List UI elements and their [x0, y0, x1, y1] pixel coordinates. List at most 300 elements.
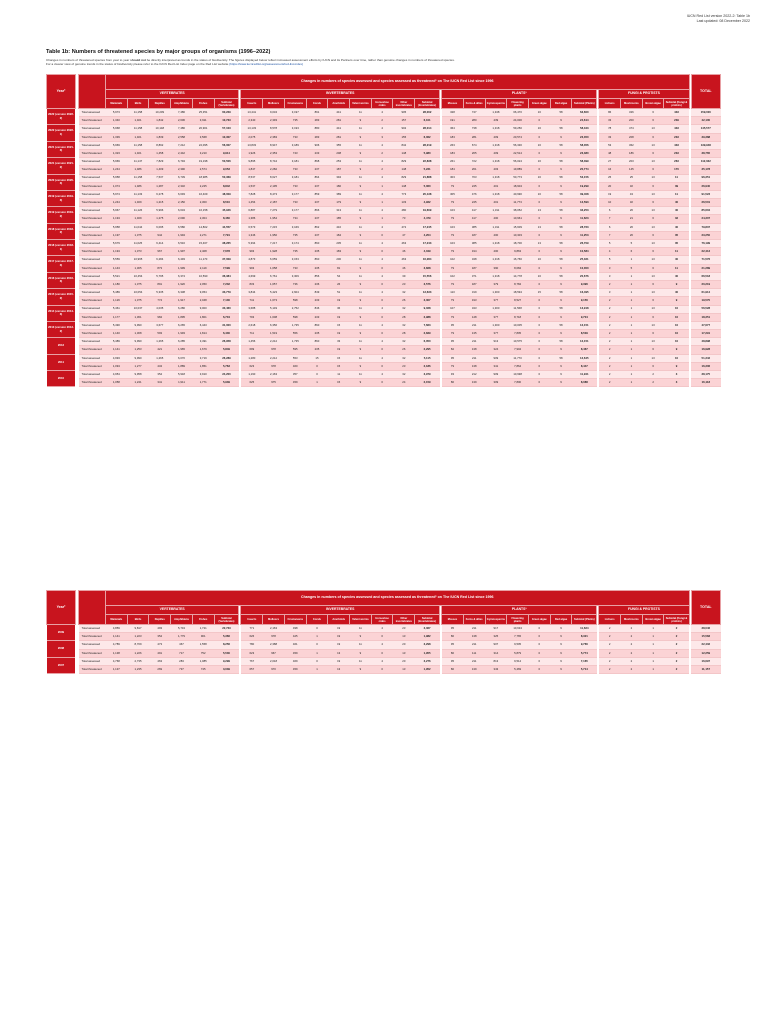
- value-cell: 379: [485, 280, 507, 288]
- subtotal-cell: 9,914: [214, 149, 239, 157]
- value-cell: 3,210: [192, 149, 214, 157]
- value-cell: 4,035: [149, 305, 171, 313]
- value-cell: 0: [528, 313, 550, 321]
- value-cell: 11,147: [127, 158, 149, 166]
- subtotal-cell: 433: [664, 109, 689, 117]
- table-row: [47, 346, 721, 354]
- value-cell: 3,153: [284, 256, 306, 264]
- group-header-vertebrates: VERTEBRATES: [105, 606, 238, 615]
- value-cell: 829: [393, 174, 415, 182]
- value-cell: 13: [642, 256, 664, 264]
- value-cell: 73: [393, 215, 415, 223]
- value-cell: 11: [350, 641, 372, 649]
- value-cell: 20: [599, 182, 621, 190]
- value-cell: 4: [371, 321, 393, 329]
- row-label: Total assessed: [79, 657, 106, 665]
- value-cell: 1,318: [485, 190, 507, 198]
- value-cell: 1: [621, 338, 643, 346]
- group-header-fungi-protists: FUNGI & PROTISTS: [599, 90, 689, 99]
- value-cell: 2: [371, 117, 393, 125]
- value-cell: 11: [350, 354, 372, 362]
- value-cell: 1: [306, 665, 328, 673]
- year-cell: 2013 (version 2013-2): [47, 321, 76, 337]
- value-cell: 265: [463, 149, 485, 157]
- value-cell: 1,928: [263, 248, 285, 256]
- value-cell: 598: [284, 313, 306, 321]
- table-row: [47, 166, 721, 174]
- value-cell: 6,356: [263, 321, 285, 329]
- subtotal-cell: 10,584: [572, 248, 597, 256]
- total-cell: 26,940: [691, 182, 720, 190]
- value-cell: 3,181: [284, 174, 306, 182]
- column-header-arachnids: Arachnids: [328, 99, 350, 109]
- value-cell: 1,265: [149, 354, 171, 362]
- value-cell: 235: [306, 264, 328, 272]
- value-cell: 9: [350, 215, 372, 223]
- value-cell: 95: [442, 657, 464, 665]
- value-cell: 978: [263, 362, 285, 370]
- value-cell: 733: [284, 182, 306, 190]
- value-cell: 82: [442, 346, 464, 354]
- value-cell: 5: [621, 264, 643, 272]
- value-cell: 6,443: [192, 321, 214, 329]
- total-cell: 91,523: [691, 190, 720, 198]
- value-cell: 8,527: [507, 297, 529, 305]
- value-cell: 593: [149, 330, 171, 338]
- year-cell: 2011: [47, 354, 76, 370]
- value-cell: 377: [485, 330, 507, 338]
- value-cell: 6,338: [171, 289, 193, 297]
- value-cell: 103: [442, 207, 464, 215]
- value-cell: 6: [642, 109, 664, 117]
- value-cell: 208: [621, 133, 643, 141]
- value-cell: 33: [328, 338, 350, 346]
- value-cell: 81: [328, 264, 350, 272]
- value-cell: 9: [350, 633, 372, 641]
- value-cell: 3,688: [241, 305, 263, 313]
- row-label: Total threatened: [79, 280, 106, 288]
- table-row: [47, 240, 721, 248]
- value-cell: 2: [621, 633, 643, 641]
- subtotal-cell: 2: [664, 657, 689, 665]
- subtotal-cell: 24,200: [214, 371, 239, 379]
- value-cell: 472: [393, 223, 415, 231]
- value-cell: 856: [306, 272, 328, 280]
- value-cell: 79: [442, 297, 464, 305]
- row-label: Total assessed: [79, 190, 106, 198]
- value-cell: 0: [528, 657, 550, 665]
- value-cell: 187: [463, 264, 485, 272]
- value-cell: 3,568: [192, 133, 214, 141]
- value-cell: 0: [528, 231, 550, 239]
- value-cell: 1: [621, 362, 643, 370]
- value-cell: 377: [485, 297, 507, 305]
- value-cell: 2: [599, 297, 621, 305]
- value-cell: 6: [642, 330, 664, 338]
- value-cell: 13: [642, 354, 664, 362]
- value-cell: 993: [241, 248, 263, 256]
- value-cell: 0: [371, 280, 393, 288]
- value-cell: 58: [550, 109, 572, 117]
- value-cell: 459: [284, 649, 306, 657]
- subtotal-cell: 2,159: [415, 379, 440, 387]
- value-cell: 283: [171, 657, 193, 665]
- value-cell: 5,969: [105, 158, 127, 166]
- value-cell: 1,994: [171, 231, 193, 239]
- value-cell: 16,158: [192, 207, 214, 215]
- value-cell: 2,150: [171, 199, 193, 207]
- value-cell: 860: [306, 338, 328, 346]
- value-cell: 400: [485, 231, 507, 239]
- value-cell: 14,778: [507, 272, 529, 280]
- value-cell: 15,467: [192, 240, 214, 248]
- value-cell: 425: [284, 633, 306, 641]
- value-cell: 138: [463, 633, 485, 641]
- value-cell: 1,454: [241, 199, 263, 207]
- value-cell: 313: [328, 207, 350, 215]
- value-cell: 944: [149, 231, 171, 239]
- value-cell: 1: [621, 321, 643, 329]
- value-cell: 9,958: [127, 371, 149, 379]
- total-cell: 20,219: [691, 280, 720, 288]
- value-cell: 324: [485, 346, 507, 354]
- value-cell: 553: [284, 354, 306, 362]
- subtotal-cell: 8,321: [572, 633, 597, 641]
- value-cell: 1,346: [241, 231, 263, 239]
- value-cell: 459: [284, 665, 306, 673]
- subtotal-cell: 56,007: [214, 141, 239, 149]
- value-cell: 9: [550, 248, 572, 256]
- value-cell: 16: [528, 256, 550, 264]
- value-cell: 33: [599, 117, 621, 125]
- subtotal-cell: 2: [664, 665, 689, 673]
- table-row: [47, 321, 721, 329]
- table-row: [47, 330, 721, 338]
- subtotal-cell: 24,614: [572, 117, 597, 125]
- value-cell: 6: [642, 133, 664, 141]
- value-cell: 11: [350, 240, 372, 248]
- value-cell: 139: [463, 665, 485, 673]
- value-cell: 193: [463, 297, 485, 305]
- value-cell: 2,119: [192, 264, 214, 272]
- value-cell: 0: [371, 297, 393, 305]
- value-cell: 280: [463, 117, 485, 125]
- value-cell: 1,920: [171, 280, 193, 288]
- total-cell: 71,576: [691, 256, 720, 264]
- value-cell: 403: [485, 166, 507, 174]
- total-cell: 18,351: [691, 313, 720, 321]
- row-label: Total assessed: [79, 321, 106, 329]
- row-label: Total threatened: [79, 633, 106, 641]
- subtotal-cell: 48,009: [214, 190, 239, 198]
- value-cell: 6: [642, 248, 664, 256]
- value-cell: 93: [442, 371, 464, 379]
- value-cell: 1: [621, 379, 643, 387]
- value-cell: 80: [442, 649, 464, 657]
- subtotal-cell: 6,101: [415, 117, 440, 125]
- value-cell: 19,198: [192, 158, 214, 166]
- value-cell: 2,212: [263, 338, 285, 346]
- value-cell: 767: [241, 657, 263, 665]
- subtotal-cell: 2: [664, 649, 689, 657]
- value-cell: 389: [328, 190, 350, 198]
- value-cell: 6,761: [263, 272, 285, 280]
- value-cell: 1,658: [263, 264, 285, 272]
- value-cell: 6: [642, 313, 664, 321]
- value-cell: 2,408: [192, 248, 214, 256]
- subtotal-cell: 9,766: [572, 641, 597, 649]
- value-cell: 2: [599, 371, 621, 379]
- value-cell: 194: [463, 248, 485, 256]
- value-cell: 314: [485, 649, 507, 657]
- value-cell: 28: [393, 330, 415, 338]
- value-cell: 11: [350, 190, 372, 198]
- subtotal-cell: 11: [664, 264, 689, 272]
- value-cell: 2: [599, 641, 621, 649]
- total-cell: 85,604: [691, 207, 720, 215]
- value-cell: 2: [599, 321, 621, 329]
- subtotal-cell: 12,151: [572, 338, 597, 346]
- value-cell: 2,048: [192, 297, 214, 305]
- subtotal-cell: 10: [664, 321, 689, 329]
- red-list-index-link[interactable]: (https://www.iucnredlist.org/assessment/red-list-index): [229, 62, 304, 67]
- value-cell: 78: [599, 125, 621, 133]
- value-cell: 5,918: [171, 371, 193, 379]
- value-cell: 183: [442, 149, 464, 157]
- value-cell: 0: [528, 330, 550, 338]
- subtotal-cell: 26,289: [214, 354, 239, 362]
- value-cell: 11: [350, 625, 372, 633]
- value-cell: 15: [328, 354, 350, 362]
- value-cell: 9: [550, 346, 572, 354]
- value-cell: 5,394: [241, 240, 263, 248]
- value-cell: 263: [442, 141, 464, 149]
- value-cell: 185: [328, 215, 350, 223]
- value-cell: 873: [149, 264, 171, 272]
- value-cell: 1,458: [149, 149, 171, 157]
- value-cell: 5,489: [105, 289, 127, 297]
- column-header-insects: Insects: [241, 615, 263, 625]
- column-header-subtotal-fungi-protists: Subtotal (Fungi & protists): [665, 616, 688, 623]
- column-header-lichens: Lichens: [599, 99, 621, 109]
- value-cell: 735: [284, 117, 306, 125]
- value-cell: 211: [463, 625, 485, 633]
- subtotal-cell: 6,062: [415, 133, 440, 141]
- value-cell: 3,491: [192, 338, 214, 346]
- value-cell: 846: [306, 305, 328, 313]
- value-cell: 80: [442, 633, 464, 641]
- value-cell: 736: [284, 280, 306, 288]
- table-notes: [46, 58, 726, 66]
- subtotal-cell: 9,028: [415, 305, 440, 313]
- value-cell: 1,094: [105, 362, 127, 370]
- value-cell: 1: [621, 305, 643, 313]
- value-cell: 1,735: [284, 338, 306, 346]
- row-label: Total assessed: [79, 141, 106, 149]
- value-cell: 11,126: [127, 207, 149, 215]
- year-cell: 2022 (version 2022-1): [47, 125, 76, 141]
- page-header: [570, 14, 750, 23]
- value-cell: 737: [171, 665, 193, 673]
- subtotal-cell: 9: [664, 297, 689, 305]
- value-cell: 385: [463, 223, 485, 231]
- value-cell: 1,608: [263, 313, 285, 321]
- subtotal-cell: 31,000: [214, 321, 239, 329]
- value-cell: 1: [621, 346, 643, 354]
- value-cell: 16: [528, 125, 550, 133]
- subtotal-cell: 263: [664, 158, 689, 166]
- value-cell: 909: [485, 371, 507, 379]
- subtotal-cell: 7,663: [415, 321, 440, 329]
- value-cell: 1: [621, 280, 643, 288]
- table-row: [47, 190, 721, 198]
- year-cell: 2021 (version 2021-3): [47, 141, 76, 157]
- label-header: [79, 591, 106, 625]
- value-cell: 745: [192, 665, 214, 673]
- value-cell: 155: [393, 133, 415, 141]
- value-cell: 7,904: [507, 346, 529, 354]
- value-cell: 16,766: [507, 256, 529, 264]
- value-cell: 13: [642, 272, 664, 280]
- value-cell: 261: [442, 158, 464, 166]
- value-cell: 211: [463, 321, 485, 329]
- value-cell: 460: [284, 362, 306, 370]
- value-cell: 13,133: [241, 125, 263, 133]
- year-cell: 2008: [47, 641, 76, 657]
- subtotal-cell: 5,115: [415, 354, 440, 362]
- total-cell: 26,501: [691, 199, 720, 207]
- column-header-green-algae: Green algae: [528, 99, 550, 109]
- subtotal-cell: 28,763: [572, 223, 597, 231]
- row-label: Total threatened: [79, 248, 106, 256]
- value-cell: 6: [621, 248, 643, 256]
- subtotal-cell: 40: [664, 199, 689, 207]
- value-cell: 16: [528, 109, 550, 117]
- value-cell: 7,537: [149, 174, 171, 182]
- column-header-horseshoe-crabs: Horseshoe crabs: [371, 615, 393, 625]
- value-cell: 1,223: [127, 633, 149, 641]
- column-header-gymnosperms: Gymnosperms: [485, 99, 507, 109]
- value-cell: 8,947: [263, 141, 285, 149]
- value-cell: 18,904: [507, 182, 529, 190]
- subtotal-cell: 39,408: [572, 190, 597, 198]
- value-cell: 9: [350, 280, 372, 288]
- value-cell: 58: [550, 321, 572, 329]
- row-label: Total assessed: [79, 641, 106, 649]
- total-cell: 42,100: [691, 117, 720, 125]
- value-cell: 9: [350, 297, 372, 305]
- value-cell: 364: [442, 125, 464, 133]
- value-cell: 32: [393, 289, 415, 297]
- value-cell: 19: [328, 633, 350, 641]
- note-line-2: For a clearer view of genuine trends in the status of biodiversity please refer to the IUCN Red List Index page on the Red List website (https://www.iucnredlist.org/assessment/red-list-index): [46, 62, 304, 67]
- value-cell: 16: [599, 166, 621, 174]
- value-cell: 711: [241, 330, 263, 338]
- value-cell: 19: [328, 346, 350, 354]
- subtotal-cell: 8,088: [572, 379, 597, 387]
- value-cell: 5,521: [105, 272, 127, 280]
- subtotal-cell: 12,593: [572, 199, 597, 207]
- subtotal-cell: 26,958: [214, 338, 239, 346]
- column-header-mushrooms: Mushrooms: [621, 615, 643, 625]
- value-cell: 860: [306, 256, 328, 264]
- value-cell: 2,752: [284, 305, 306, 313]
- value-cell: 1,771: [192, 379, 214, 387]
- label-header: [79, 75, 106, 109]
- value-cell: 237: [306, 215, 328, 223]
- version-line: IUCN Red List version 2022-2: Table 1b: [686, 14, 750, 18]
- table-row: [47, 625, 721, 633]
- value-cell: 9: [350, 362, 372, 370]
- group-header-vertebrates: VERTEBRATES: [105, 90, 238, 99]
- table-row: [47, 354, 721, 362]
- value-cell: 2: [599, 633, 621, 641]
- row-label: Total threatened: [79, 133, 106, 141]
- year-cell: 2012: [47, 338, 76, 354]
- column-header-red-algae: Red algae: [550, 99, 572, 109]
- row-label: Total threatened: [79, 117, 106, 125]
- value-cell: 4: [371, 223, 393, 231]
- value-cell: 4: [371, 207, 393, 215]
- subtotal-cell: 7,678: [214, 248, 239, 256]
- value-cell: 187: [463, 231, 485, 239]
- value-cell: 747: [463, 109, 485, 117]
- value-cell: 9: [350, 182, 372, 190]
- value-cell: 58: [550, 207, 572, 215]
- value-cell: 498: [284, 625, 306, 633]
- value-cell: 9: [550, 264, 572, 272]
- subtotal-cell: 7,130: [214, 297, 239, 305]
- column-header-subtotal-plants: Subtotal (Plants): [572, 99, 597, 109]
- total-cell: 66,518: [691, 272, 720, 280]
- value-cell: 1,253: [127, 346, 149, 354]
- value-cell: 6,493: [171, 256, 193, 264]
- value-cell: 1,386: [241, 215, 263, 223]
- value-cell: 6,573: [241, 223, 263, 231]
- value-cell: 32: [621, 199, 643, 207]
- value-cell: 0: [528, 297, 550, 305]
- row-label: Total threatened: [79, 665, 106, 673]
- value-cell: 1: [642, 649, 664, 657]
- value-cell: 463: [393, 240, 415, 248]
- subtotal-cell: 28,002: [415, 109, 440, 117]
- value-cell: 699: [241, 346, 263, 354]
- subtotal-cell: 233: [664, 133, 689, 141]
- total-cell: 38,046: [691, 625, 720, 633]
- subtotal-cell: 40: [664, 289, 689, 297]
- value-cell: 233: [306, 313, 328, 321]
- value-cell: 2: [621, 649, 643, 657]
- value-cell: 410: [328, 223, 350, 231]
- value-cell: 1,340: [105, 117, 127, 125]
- value-cell: 4: [371, 625, 393, 633]
- subtotal-cell: 40: [664, 256, 689, 264]
- value-cell: 38,052: [507, 207, 529, 215]
- subtotal-cell: 9,156: [572, 297, 597, 305]
- value-cell: 0: [528, 248, 550, 256]
- value-cell: 1,140: [105, 330, 127, 338]
- value-cell: 9: [550, 379, 572, 387]
- value-cell: 469: [284, 657, 306, 665]
- value-cell: 743: [284, 149, 306, 157]
- value-cell: 409: [485, 149, 507, 157]
- value-cell: 6: [642, 199, 664, 207]
- value-cell: 235: [306, 330, 328, 338]
- value-cell: 1,280: [241, 354, 263, 362]
- value-cell: 1,126: [105, 297, 127, 305]
- value-cell: 1,895: [171, 313, 193, 321]
- value-cell: 6,374: [171, 272, 193, 280]
